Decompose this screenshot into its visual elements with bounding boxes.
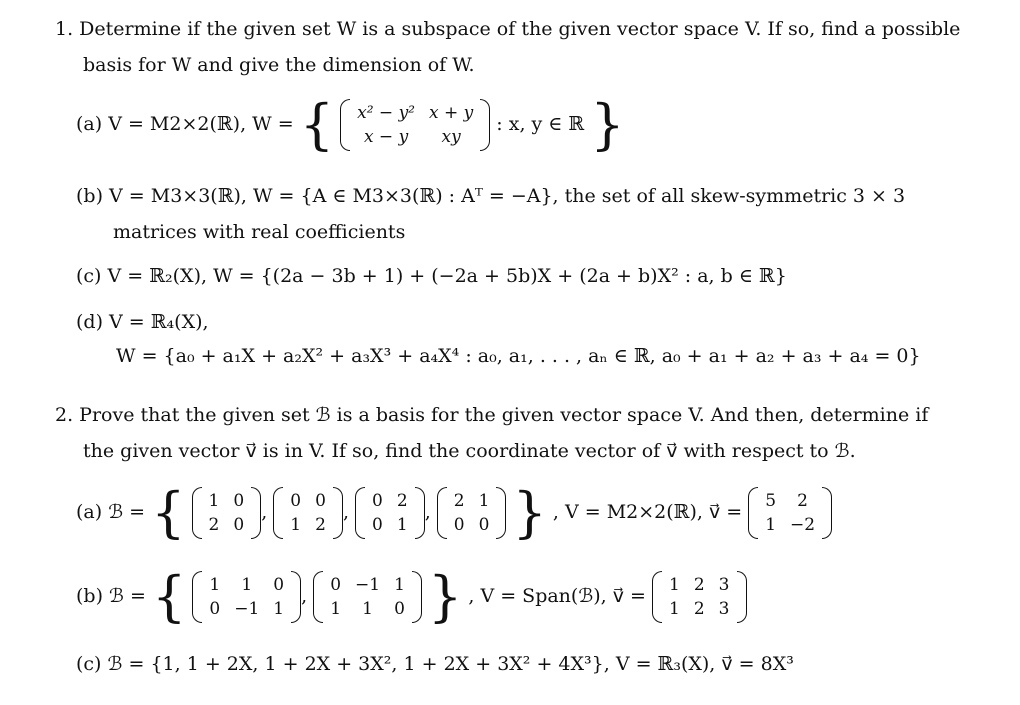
basis-matrix-2: 0 −1 1 1 1 0 <box>314 573 421 621</box>
vector-v-matrix: 1 2 3 1 2 3 <box>653 573 745 621</box>
problem-1d-line1: (d) V = ℝ₄(X), <box>76 311 209 333</box>
matrix-cell: xy <box>441 127 461 147</box>
vector-v-matrix: 5 2 1 −2 <box>749 489 831 537</box>
matrix-cell: x² − y² <box>357 103 415 123</box>
problem-2-statement-line2: the given vector v⃗ is in V. If so, find the coordinate vector of v⃗ with respect to ℬ. <box>83 440 856 462</box>
problem-2b: (b) ℬ = { 1 1 0 0 −1 1 , 0 −1 1 1 1 0 } , V = Span(ℬ), v⃗ = 1 2 3 1 2 3 <box>76 572 747 622</box>
problem-1a <box>76 93 625 156</box>
problem-2c: (c) ℬ = {1, 1 + 2X, 1 + 2X + 3X², 1 + 2X + 3X² + 4X³}, V = ℝ₃(X), v⃗ = 8X³ <box>76 653 794 675</box>
problem-2b-label: (b) ℬ = <box>76 585 146 607</box>
problem-1c: (c) V = ℝ₂(X), W = {(2a − 3b + 1) + (−2a + 5b)X + (2a + b)X² : a, b ∈ ℝ} <box>76 265 787 287</box>
problem-1b-line1: (b) V = M3×3(ℝ), W = {A ∈ M3×3(ℝ) : Aᵀ = −A}, the set of all skew-symmetric 3 × 3 <box>76 185 906 207</box>
open-brace: { <box>299 93 335 156</box>
close-brace: } <box>512 481 547 544</box>
close-brace: } <box>590 93 625 156</box>
matrix-cell: x − y <box>363 127 409 147</box>
basis-matrix-3: 0 2 0 1 <box>356 489 424 537</box>
problem-2-statement-line1: 2. Prove that the given set ℬ is a basis for the given vector space V. And then, determine if <box>55 404 929 426</box>
problem-1a-matrix <box>341 101 489 149</box>
problem-1-statement-line2: basis for W and give the dimension of W. <box>83 54 475 76</box>
basis-matrix-1: 1 1 0 0 −1 1 <box>193 573 300 621</box>
problem-2a-mid: , V = M2×2(ℝ), v⃗ = <box>552 501 743 523</box>
problem-1a-suffix: : x, y ∈ ℝ <box>496 113 585 135</box>
problem-1a-prefix: V = M2×2(ℝ), W = <box>108 113 294 135</box>
basis-matrix-1: 1 0 2 0 <box>193 489 261 537</box>
matrix-cell: x + y <box>429 103 474 123</box>
basis-matrix-4: 2 1 0 0 <box>438 489 506 537</box>
problem-1-statement-line1: 1. Determine if the given set W is a subspace of the given vector space V. If so, find a possible <box>55 18 961 40</box>
problem-1d-line2: W = {a₀ + a₁X + a₂X² + a₃X³ + a₄X⁴ : a₀, a₁, . . . , aₙ ∈ ℝ, a₀ + a₁ + a₂ + a₃ + a₄ = 0} <box>116 345 921 367</box>
open-brace: { <box>151 481 186 544</box>
basis-matrix-2: 0 0 1 2 <box>274 489 342 537</box>
problem-2a-label: (a) ℬ = <box>76 501 146 523</box>
problem-2a: (a) ℬ = { 1 0 2 0 , 0 0 1 2 , 0 2 0 1 , 2 1 0 0 } , V = M2×2(ℝ), v⃗ = 5 2 1 −2 <box>76 488 832 538</box>
open-brace: { <box>151 565 187 628</box>
close-brace: } <box>427 565 463 628</box>
problem-2b-mid: , V = Span(ℬ), v⃗ = <box>468 585 646 607</box>
problem-1b-line2: matrices with real coefficients <box>113 221 406 243</box>
problem-1a-label: (a) <box>76 113 103 135</box>
